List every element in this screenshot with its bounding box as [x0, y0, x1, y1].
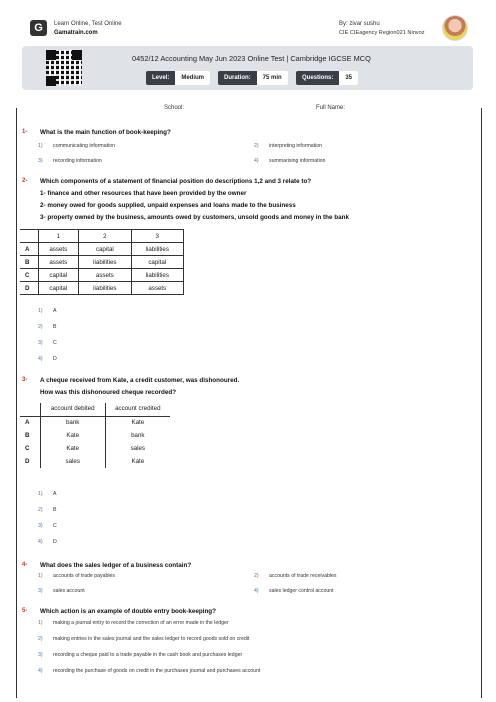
question-text: Which components of a statement of financial position do descriptions 1,2 and 3 relate to?: [40, 178, 312, 185]
option[interactable]: 2) making entries in the sales journal and the sales ledger to record goods sold on credit: [38, 636, 250, 642]
table-corner: [20, 230, 38, 243]
question-number: 2-: [22, 178, 28, 184]
test-title: 0452/12 Accounting May Jun 2023 Online Test | Cambridge IGCSE MCQ: [132, 54, 371, 63]
option[interactable]: 2) B: [38, 507, 57, 513]
option[interactable]: 2) B: [38, 324, 57, 330]
duration-badge: [218, 71, 288, 85]
table-row: D capital liabilities assets: [20, 282, 184, 295]
level-value: Medium: [175, 71, 210, 85]
question-number: 1-: [22, 129, 28, 135]
questions-label: Questions:: [296, 71, 339, 85]
description-line: 3- property owned by the business, amounts owed by customers, unsold goods and money in the bank: [40, 214, 349, 221]
answer-table: [20, 403, 170, 468]
question-text: What is the main function of book-keeping?: [40, 129, 171, 136]
school-field-label: School:: [164, 105, 185, 111]
description-line: 2- money owed for goods supplied, unpaid expenses and loans made to the business: [40, 202, 296, 209]
option[interactable]: 3) sales account: [38, 588, 85, 594]
table-header: account credited: [105, 403, 170, 416]
question-number: 3-: [22, 377, 28, 383]
site-tagline: Learn Online, Test Online: [54, 21, 122, 27]
qr-code-icon: [46, 50, 82, 86]
level-badge: [146, 71, 210, 85]
questions-value: 35: [339, 71, 358, 85]
option[interactable]: 1) making a journal entry to record the correction of an error made in the ledger: [38, 620, 229, 626]
table-row: D sales Kate: [20, 455, 170, 468]
duration-value: 75 min: [257, 71, 288, 85]
option[interactable]: 3) C: [38, 523, 57, 529]
option[interactable]: 1) A: [38, 491, 57, 497]
option[interactable]: 4) summarising information: [254, 158, 326, 164]
answer-table: [20, 229, 184, 295]
questions-badge: [296, 71, 358, 85]
table-header: 3: [131, 230, 183, 243]
option[interactable]: 1) communicating information: [38, 143, 115, 149]
option[interactable]: 4) D: [38, 356, 57, 362]
question-text: What does the sales ledger of a business contain?: [40, 562, 192, 569]
full-name-field-label: Full Name:: [316, 105, 346, 111]
option[interactable]: 4) sales ledger control account: [254, 588, 334, 594]
question-number: 5-: [22, 608, 28, 614]
option[interactable]: 1) accounts of trade payables: [38, 573, 116, 579]
option[interactable]: 3) recording a cheque paid to a trade payable in the cash book and purchases ledger: [38, 652, 243, 658]
question-text: Which action is an example of double entry book-keeping?: [40, 608, 216, 615]
table-header: account debited: [40, 403, 105, 416]
question-number: 4-: [22, 562, 28, 568]
test-info-banner: [22, 46, 473, 90]
table-header: 2: [79, 230, 131, 243]
option[interactable]: 2) interpreting information: [254, 143, 323, 149]
table-row: C Kate sales: [20, 442, 170, 455]
question-text: A cheque received from Kate, a credit customer, was dishonoured.: [40, 377, 240, 384]
table-row: A bank Kate: [20, 416, 170, 429]
option[interactable]: 2) accounts of trade receivables: [254, 573, 337, 579]
table-row: C capital assets liabilities: [20, 269, 184, 282]
table-header: 1: [38, 230, 79, 243]
option[interactable]: 4) recording the purchase of goods on credit in the purchases journal and purchases account: [38, 668, 261, 674]
option[interactable]: 3) C: [38, 340, 57, 346]
option[interactable]: 4) D: [38, 539, 57, 545]
author-meta: CIE CIEagency Region021 Ninvoz: [339, 30, 425, 36]
avatar: [442, 15, 468, 41]
table-row: B Kate bank: [20, 429, 170, 442]
table-row: B assets liabilities capital: [20, 256, 184, 269]
option[interactable]: 3) recording information: [38, 158, 102, 164]
table-row: A assets capital liabilities: [20, 243, 184, 256]
site-name-link[interactable]: Gamatrain.com: [54, 30, 98, 36]
description-line: 1- finance and other resources that have been provided by the owner: [40, 190, 247, 197]
option[interactable]: 1) A: [38, 308, 57, 314]
table-corner: [20, 403, 40, 416]
question-subtext: How was this dishonoured cheque recorded?: [40, 389, 177, 396]
author-name: By: zivar sushu: [339, 21, 380, 27]
gamatrain-logo-icon[interactable]: G: [30, 20, 47, 36]
page-header: [30, 18, 470, 46]
duration-label: Duration:: [218, 71, 257, 85]
level-label: Level:: [146, 71, 175, 85]
